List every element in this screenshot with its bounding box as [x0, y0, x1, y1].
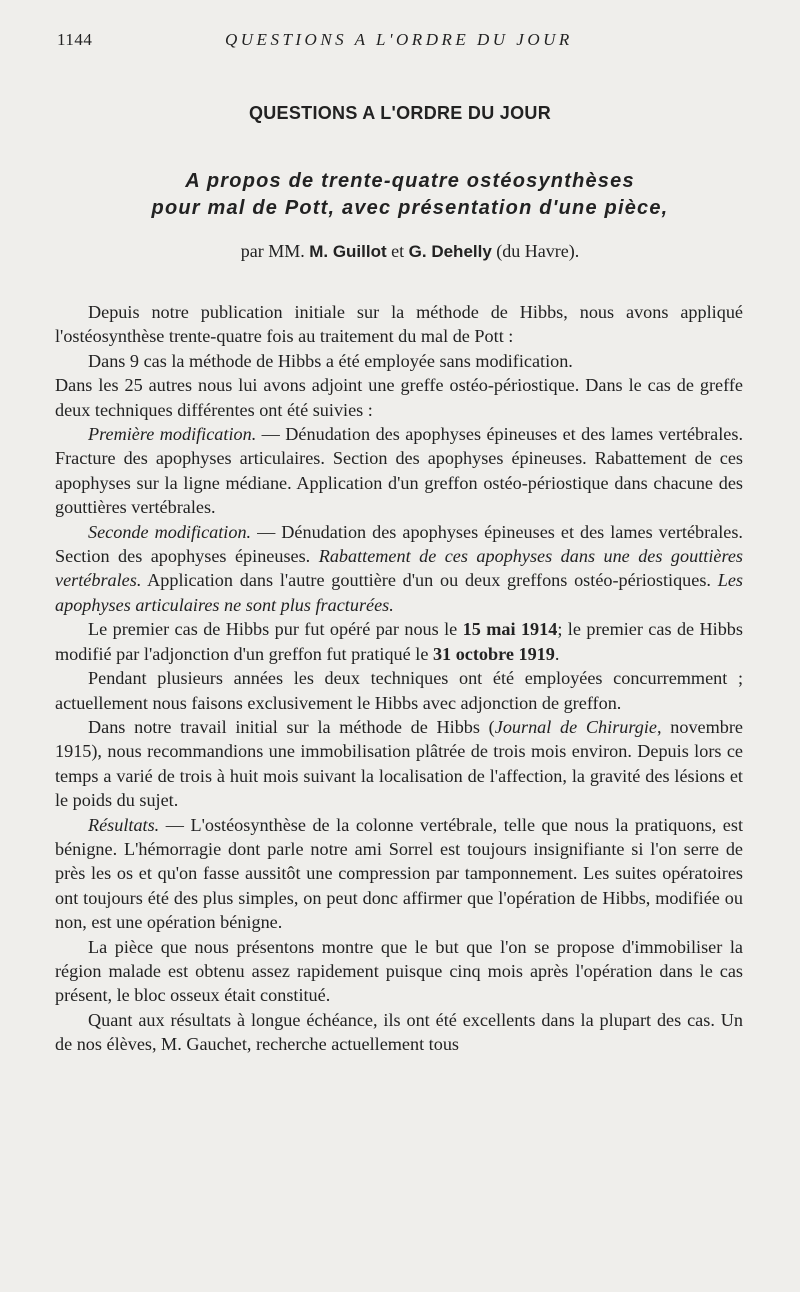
byline-affiliation: (du Havre). [496, 241, 580, 261]
paragraph-6-a: Le premier cas de Hibbs pur fut opéré par nous le [88, 619, 463, 640]
author-guillot: M. Guillot [309, 242, 387, 261]
paragraph-5-text-2: Application dans l'autre gouttière d'un ou deux greffons ostéo-périostiques. [141, 570, 718, 591]
paragraph-6-date-1: 15 mai 1914 [462, 619, 558, 640]
paragraph-1: Depuis notre publication initiale sur la méthode de Hibbs, nous avons appliqué l'ostéosynthèse trente-quatre fois au traitement du mal de Pott : [55, 302, 743, 347]
paragraph-7: Pendant plusieurs années les deux techniques ont été employées concurremment ; actuellement nous faisons exclusivement le Hibbs avec adjonction de greffon. [55, 668, 743, 713]
paragraph-5-label: Seconde modification. [88, 521, 252, 542]
paragraph-9 [55, 813, 743, 935]
paragraph-3: Dans les 25 autres nous lui avons adjoint une greffe ostéo-périostique. Dans le cas de greffe deux techniques différentes ont été suivies : [55, 375, 743, 420]
paragraph-8-journal: Journal de Chirurgie [494, 716, 657, 737]
paragraph-6-c: . [554, 643, 560, 664]
article-title-line-2: pour mal de Pott, avec présentation d'une pièce, [151, 197, 669, 219]
paragraph-4 [55, 422, 743, 520]
author-dehelly: G. Dehelly [408, 242, 492, 261]
paragraph-5-text-1: — Dénudation des apophyses épineuses et des lames vertébrales. Section des apophyses épineuses. [55, 521, 743, 567]
paragraph-9-text: — L'ostéosynthèse de la colonne vertébrale, telle que nous la pratiquons, est bénigne. L'hémorragie dont parle notre ami Sorrel est toujours insignifiante si l'on serre de près les os et qu'on fasse aussitôt une compression par tamponnement. Les suites opératoires ont toujours été des plus simples, on peut donc affirmer que l'opération de Hibbs, modifiée ou non, est une opération bénigne. [55, 814, 743, 933]
paragraph-6-date-2: 31 octobre 1919 [432, 643, 555, 664]
section-title: QUESTIONS A L'ORDRE DU JOUR [248, 103, 552, 123]
byline-conjunction: et [391, 241, 405, 261]
paragraph-5 [55, 520, 743, 618]
paragraph-6 [55, 617, 743, 666]
byline-prefix: par MM. [240, 241, 305, 261]
paragraph-5-italic-2: Les apophyses articulaires ne sont plus fracturées. [55, 570, 743, 615]
paragraph-4-label: Première modification. [88, 424, 257, 445]
article-body [55, 300, 743, 1057]
paragraph-5-italic-1: Rabattement de ces apophyses dans une des gouttières vertébrales. [55, 546, 743, 591]
byline [0, 241, 800, 262]
article-title [100, 168, 720, 222]
paragraph-9-label: Résultats. [88, 814, 160, 835]
paragraph-8-a: Dans notre travail initial sur la méthode de Hibbs ( [88, 716, 495, 737]
paragraph-10: La pièce que nous présentons montre que le but que l'on se propose d'immobiliser la région malade est obtenu assez rapidement puisque cinq mois après l'opération dans le cas présent, le bloc osseux était constitué. [55, 936, 743, 1006]
page-number: 1144 [57, 30, 93, 49]
article-title-line-1: A propos de trente-quatre ostéosynthèses [185, 170, 635, 192]
paragraph-11: Quant aux résultats à longue échéance, ils ont été excellents dans la plupart des cas. Un de nos élèves, M. Gauchet, recherche actuellement tous [55, 1009, 743, 1055]
paragraph-4-text: — Dénudation des apophyses épineuses et des lames vertébrales. Fracture des apophyses articulaires. Section des apophyses épineuses. Rabattement de ces apophyses sur la ligne médiane. Application d'un greffon ostéo-périostique dans chacune des gouttières vertébrales. [55, 424, 743, 518]
running-head: QUESTIONS A L'ORDRE DU JOUR [225, 30, 573, 49]
paragraph-8 [55, 715, 743, 813]
paragraph-2: Dans 9 cas la méthode de Hibbs a été employée sans modification. [88, 350, 573, 371]
paragraph-8-b: , novembre 1915), nous recommandions une immobilisation plâtrée de trois mois environ. Depuis lors ce temps a varié de trois à huit mois suivant la localisation de l'affection, la gravité des lésions et le poids du sujet. [55, 716, 743, 811]
paragraph-6-b: ; le premier cas de Hibbs modifié par l'adjonction d'un greffon fut pratiqué le [55, 619, 743, 664]
